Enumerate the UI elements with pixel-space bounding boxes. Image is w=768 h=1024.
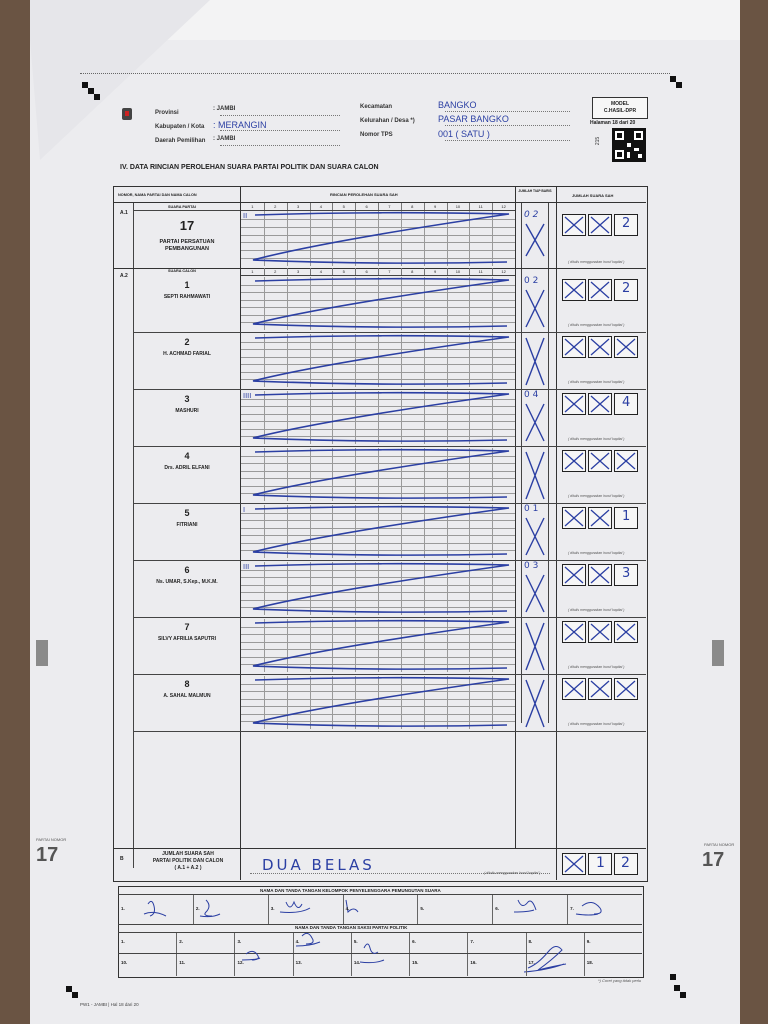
- signature-cell-sep: [584, 933, 585, 953]
- header-jumlah-baris: JUMLAH TIAP BARIS: [518, 189, 552, 193]
- side-label-left: PARTAI NOMOR: [36, 837, 67, 842]
- candidate-votes-box: [614, 450, 638, 472]
- cross-mark-icon: [589, 394, 611, 414]
- saksi-number: 14.: [353, 960, 361, 965]
- signature-cell-sep: [234, 933, 235, 953]
- total-digit2: 2: [621, 855, 630, 871]
- column-number: 10: [455, 204, 461, 209]
- kecamatan-value: BANGKO: [438, 100, 477, 110]
- signature-cell-sep: [567, 895, 568, 924]
- candidate-1-strokes: [241, 277, 515, 330]
- column-number: 7: [388, 269, 391, 274]
- row-line: [134, 446, 646, 447]
- column-number: 1: [251, 269, 254, 274]
- cross-mark-icon: [563, 337, 585, 357]
- column-number-sep: [310, 203, 311, 210]
- total-words: DUA BELAS: [262, 856, 375, 874]
- candidate-votes-box: [562, 564, 586, 586]
- signature-cell-sep: [293, 933, 294, 953]
- party-tally: II: [243, 212, 248, 220]
- candidate-number: 6: [184, 565, 190, 575]
- signature-cell-sep: [467, 954, 468, 976]
- saksi-number: 15.: [412, 960, 419, 965]
- column-number: 5: [342, 269, 345, 274]
- saksi-title: NAMA DAN TANDA TANGAN SAKSI PARTAI POLITIK: [295, 925, 408, 930]
- total-box-digit: [614, 853, 638, 875]
- candidate-row-cross: [522, 677, 548, 729]
- registration-marker: [676, 82, 682, 88]
- column-number: 8: [411, 204, 414, 209]
- candidate-name: A. SAHAL MALMUN: [163, 693, 211, 699]
- column-number-sep: [264, 203, 265, 210]
- column-number-sep: [401, 203, 402, 210]
- cross-mark-icon: [589, 565, 611, 585]
- candidate-3-tally: IIII: [243, 392, 252, 400]
- signature-cell-sep: [268, 895, 269, 924]
- candidate-votes-box: [588, 393, 612, 415]
- candidate-4-strokes: [241, 448, 515, 501]
- total-box-digit: [588, 853, 612, 875]
- footnote: *) Coret yang tidak perlu: [598, 978, 642, 983]
- kpps-number: 4.: [345, 906, 350, 911]
- column-number: 12: [501, 204, 506, 209]
- candidate-votes-box: [614, 393, 638, 415]
- header-rincian: RINCIAN PEROLEHAN SUARA SAH: [330, 192, 398, 197]
- column-number-sep: [310, 268, 311, 275]
- halaman-label: Halaman 18 dari 20: [590, 120, 636, 126]
- column-number: 4: [319, 269, 323, 274]
- cross-mark-icon: [615, 679, 637, 699]
- column-number: 8: [411, 269, 414, 274]
- qr-code-icon: [612, 128, 646, 162]
- provinsi-label: Provinsi: [155, 110, 179, 116]
- row-line: [134, 617, 646, 618]
- signature-cell-sep: [409, 954, 410, 976]
- saksi-number: 11.: [179, 960, 186, 965]
- column-number-sep: [492, 268, 493, 275]
- saksi-number: 7.: [470, 939, 475, 944]
- col-line: [556, 186, 557, 880]
- candidate-note: ( ditulis menggunakan huruf kapital ): [568, 608, 625, 612]
- section-title: IV. DATA RINCIAN PEROLEHAN SUARA PARTAI POLITIK DAN SUARA CALON: [120, 164, 379, 171]
- candidate-7-strokes: [241, 619, 515, 672]
- candidate-votes-box: [614, 621, 638, 643]
- saksi-number: 17.: [528, 960, 535, 965]
- signature-cell-sep: [351, 933, 352, 953]
- candidate-votes-box: [562, 678, 586, 700]
- column-number-sep: [469, 203, 470, 210]
- cross-mark-icon: [563, 394, 585, 414]
- candidate-number: 7: [184, 622, 190, 632]
- signature-cell-sep: [343, 895, 344, 924]
- kpps-number: 5.: [420, 906, 425, 911]
- party-votes-box: [588, 214, 612, 236]
- cross-mark-icon: [589, 215, 611, 235]
- column-number-sep: [424, 268, 425, 275]
- candidate-note: ( ditulis menggunakan huruf kapital ): [568, 323, 625, 327]
- candidate-row-cross: [522, 335, 548, 387]
- saksi-number: 4.: [295, 939, 300, 944]
- total-digit1: 1: [596, 855, 605, 871]
- candidate-name: SEPTI RAHMAWATI: [163, 294, 211, 300]
- column-number-sep: [332, 268, 333, 275]
- saksi-number: 5.: [353, 939, 358, 944]
- candidate-2-strokes: [241, 334, 515, 387]
- kpps-number: 7.: [570, 906, 574, 911]
- candidate-votes-box: [562, 450, 586, 472]
- column-number: 11: [478, 269, 483, 274]
- signature-cell-sep: [176, 933, 177, 953]
- row-line: [134, 731, 646, 732]
- candidate-name: Drs. ADRIL ELFANI: [164, 465, 210, 471]
- tps-value: 001 ( SATU ): [438, 129, 490, 139]
- candidate-note: ( ditulis menggunakan huruf kapital ): [568, 380, 625, 384]
- candidate-votes-box: [588, 621, 612, 643]
- party-votes-box: [562, 214, 586, 236]
- kecamatan-label: Kecamatan: [360, 104, 393, 110]
- saksi-number: 8.: [528, 939, 533, 944]
- cross-mark-icon: [589, 451, 611, 471]
- candidate-6-strokes: [241, 562, 515, 615]
- side-label-right: PARTAI NOMOR: [704, 842, 735, 847]
- provinsi-value: : JAMBI: [213, 106, 236, 112]
- column-number-sep: [469, 268, 470, 275]
- signature-cell-sep: [467, 933, 468, 953]
- candidate-name: H. ACHMAD FARIAL: [163, 351, 211, 357]
- candidate-number: 5: [184, 508, 190, 518]
- column-number: 9: [433, 204, 437, 209]
- cross-mark-icon: [563, 565, 585, 585]
- column-number: 11: [478, 204, 483, 209]
- cross-mark-icon: [563, 451, 585, 471]
- registration-marker: [94, 94, 100, 100]
- row-line: [113, 848, 646, 849]
- candidate-votes-box: [588, 564, 612, 586]
- party-row-total: 0 2: [524, 210, 539, 220]
- party-name-line1: PARTAI PERSATUAN: [159, 239, 215, 245]
- party-note: ( ditulis menggunakan huruf kapital ): [568, 260, 625, 264]
- saksi-number: 3.: [237, 939, 242, 944]
- registration-marker: [670, 974, 676, 980]
- candidate-votes-box: [614, 678, 638, 700]
- candidate-note: ( ditulis menggunakan huruf kapital ): [568, 437, 625, 441]
- cross-mark-icon: [589, 337, 611, 357]
- saksi-number: 2.: [179, 939, 183, 944]
- column-number: 2: [274, 269, 277, 274]
- candidate-votes-digit: 1: [622, 509, 631, 524]
- cross-mark-icon: [615, 337, 637, 357]
- cross-mark-icon: [589, 508, 611, 528]
- candidate-votes-box: [588, 450, 612, 472]
- column-number-sep: [264, 268, 265, 275]
- column-number-sep: [378, 268, 379, 275]
- candidate-votes-box: [562, 279, 586, 301]
- registration-marker: [674, 985, 680, 991]
- column-number-sep: [447, 203, 448, 210]
- candidate-row-cross: [522, 449, 548, 501]
- column-number: 12: [501, 269, 506, 274]
- dapil-label: Daerah Pemilihan: [155, 138, 206, 144]
- candidate-number: 3: [184, 394, 190, 404]
- kelurahan-label: Kelurahan / Desa *): [360, 118, 415, 124]
- candidate-votes-digit: 3: [622, 566, 631, 581]
- total-label-line1: JUMLAH SUARA SAH: [162, 851, 214, 857]
- party-votes-digit: 2: [622, 216, 631, 231]
- cross-mark-icon: [589, 679, 611, 699]
- signature-cell-sep: [584, 954, 585, 976]
- kpu-logo-icon: [120, 106, 134, 122]
- candidate-5-strokes: [241, 505, 515, 558]
- candidate-votes-box: [614, 336, 638, 358]
- suara-partai-label: SUARA PARTAI: [168, 205, 196, 209]
- candidate-note: ( ditulis menggunakan huruf kapital ): [568, 665, 625, 669]
- party-row-cross: [522, 220, 548, 260]
- candidate-6-tally: III: [243, 563, 250, 571]
- candidate-note: ( ditulis menggunakan huruf kapital ): [568, 551, 625, 555]
- dotted-line: [445, 125, 570, 126]
- candidate-votes-box: [588, 678, 612, 700]
- column-number-sep: [424, 203, 425, 210]
- signature-cell-sep: [526, 954, 527, 976]
- party-number: 17: [179, 218, 195, 233]
- column-number: 6: [365, 269, 368, 274]
- candidate-row-total: 0 3: [524, 561, 539, 571]
- kelurahan-value: PASAR BANGKO: [438, 114, 509, 124]
- column-number-sep: [401, 268, 402, 275]
- tps-label: Nomor TPS: [360, 132, 393, 138]
- cross-mark-icon: [563, 215, 585, 235]
- footer-left: PW1 - JAMBI | Hal 18 dari 20: [80, 1002, 139, 1007]
- row-line: [134, 560, 646, 561]
- party-strokes: [241, 211, 515, 266]
- model-box: [592, 97, 648, 119]
- side-code: 215: [595, 136, 602, 146]
- candidate-votes-box: [614, 564, 638, 586]
- party-name-line2: PEMBANGUNAN: [165, 246, 209, 252]
- candidate-votes-digit: 4: [622, 395, 631, 410]
- header-nomor: NOMOR, NAMA PARTAI DAN NAMA CALON: [118, 193, 197, 197]
- kpps-number: 2.: [195, 906, 200, 911]
- total-box-crossed: [562, 853, 586, 875]
- row-line: [118, 894, 642, 895]
- registration-marker: [680, 992, 686, 998]
- column-number: 5: [342, 204, 345, 209]
- column-number-sep: [332, 203, 333, 210]
- cross-mark-icon: [563, 622, 585, 642]
- saksi-number: 9.: [586, 939, 591, 944]
- candidate-row-total: 0 1: [524, 504, 539, 514]
- column-number-sep: [355, 268, 356, 275]
- col-line: [133, 203, 134, 868]
- registration-marker: [72, 992, 78, 998]
- column-number: 3: [296, 204, 300, 209]
- row-line: [134, 389, 646, 390]
- signature-cell-sep: [409, 933, 410, 953]
- dapil-value: : JAMBI: [213, 136, 236, 142]
- saksi-number: 13.: [295, 960, 302, 965]
- candidate-votes-box: [562, 621, 586, 643]
- candidate-votes-box: [614, 507, 638, 529]
- kpps-number: 1.: [121, 906, 125, 911]
- candidate-number: 1: [184, 280, 190, 290]
- candidate-row-cross: [522, 620, 548, 672]
- column-number-sep: [355, 203, 356, 210]
- dotted-line: [220, 115, 340, 116]
- side-tab-left: [36, 640, 48, 666]
- column-number: 2: [274, 204, 277, 209]
- saksi-number: 6.: [412, 939, 416, 944]
- column-number: 7: [388, 204, 391, 209]
- column-number-sep: [287, 268, 288, 275]
- candidate-row-cross: [522, 572, 548, 614]
- candidate-number: 4: [184, 451, 190, 461]
- total-note: ( ditulis menggunakan huruf kapital ): [484, 871, 541, 875]
- folded-corner: [30, 0, 210, 160]
- party-code: A.1: [120, 210, 128, 216]
- candidate-row-total: 0 2: [524, 276, 539, 286]
- candidate-name: FITRIANI: [176, 522, 198, 528]
- column-number: 10: [455, 269, 461, 274]
- candidate-votes-box: [614, 279, 638, 301]
- signature-cell-sep: [193, 895, 194, 924]
- candidates-code: A.2: [120, 273, 128, 279]
- kabupaten-value: : MERANGIN: [213, 120, 267, 130]
- candidate-note: ( ditulis menggunakan huruf kapital ): [568, 722, 625, 726]
- total-label-line2: PARTAI POLITIK DAN CALON: [152, 858, 224, 864]
- column-number-sep: [378, 203, 379, 210]
- column-number: 3: [296, 269, 300, 274]
- column-number: 1: [251, 204, 254, 209]
- candidate-name: Ns. UMAR, S.Kep., M.K.M.: [156, 579, 218, 585]
- candidate-votes-box: [562, 393, 586, 415]
- cross-mark-icon: [589, 622, 611, 642]
- dotted-line: [220, 130, 340, 131]
- signature-cell-sep: [176, 954, 177, 976]
- column-number-sep: [287, 203, 288, 210]
- candidate-votes-box: [562, 507, 586, 529]
- side-tab-right: [712, 640, 724, 666]
- saksi-number: 16.: [470, 960, 477, 965]
- kabupaten-label: Kabupaten / Kota: [155, 124, 205, 130]
- dotted-line: [445, 111, 570, 112]
- suara-calon-label: SUARA CALON: [168, 269, 196, 273]
- candidate-note: ( ditulis menggunakan huruf kapital ): [568, 494, 625, 498]
- signature-cell-sep: [417, 895, 418, 924]
- candidate-votes-box: [588, 336, 612, 358]
- candidate-name: MASHURI: [175, 408, 199, 414]
- saksi-number: 18.: [586, 960, 594, 965]
- candidate-number: 8: [184, 679, 190, 689]
- candidate-votes-box: [588, 279, 612, 301]
- candidate-row-cross: [522, 401, 548, 443]
- candidate-3-strokes: [241, 391, 515, 444]
- signature-cell-sep: [293, 954, 294, 976]
- cross-mark-icon: [615, 451, 637, 471]
- row-line: [134, 674, 646, 675]
- kpps-number: 3.: [270, 906, 275, 911]
- candidate-5-tally: I: [243, 506, 246, 514]
- row-line: [134, 210, 240, 211]
- col-line: [548, 203, 549, 723]
- cross-mark-icon: [615, 622, 637, 642]
- saksi-number: 12.: [237, 960, 244, 965]
- dotted-line: [220, 145, 340, 146]
- cross-mark-icon: [563, 280, 585, 300]
- total-code: B: [120, 856, 124, 862]
- candidate-8-strokes: [241, 676, 515, 729]
- kpps-title: NAMA DAN TANDA TANGAN KELOMPOK PENYELENGGARA PEMUNGUTAN SUARA: [260, 888, 441, 893]
- candidate-votes-box: [562, 336, 586, 358]
- candidate-row-cross: [522, 515, 548, 557]
- column-number-sep: [492, 203, 493, 210]
- col-line: [515, 186, 516, 849]
- candidate-votes-digit: 2: [622, 281, 631, 296]
- row-line: [134, 503, 646, 504]
- cross-mark-icon: [589, 280, 611, 300]
- kpps-number: 6.: [495, 906, 500, 911]
- signature-cell-sep: [526, 933, 527, 953]
- column-number: 6: [365, 204, 368, 209]
- column-number-sep: [447, 268, 448, 275]
- side-number-right: 17: [702, 849, 725, 871]
- candidate-number: 2: [184, 337, 190, 347]
- row-line: [134, 332, 646, 333]
- candidate-votes-box: [588, 507, 612, 529]
- perforation-line: [80, 73, 670, 74]
- model-line1: MODEL: [610, 101, 630, 107]
- signature-cell-sep: [492, 895, 493, 924]
- signature-cell-sep: [234, 954, 235, 976]
- header-jumlah-suara: JUMLAH SUARA SAH: [572, 193, 614, 198]
- dotted-line: [445, 140, 570, 141]
- total-label-line3: ( A.1 + A.2 ): [174, 865, 202, 871]
- candidate-row-cross: [522, 287, 548, 329]
- candidate-row-total: 0 4: [524, 390, 539, 400]
- candidate-name: SILVY AFRILIA SAPUTRI: [157, 636, 217, 642]
- saksi-number: 10.: [121, 960, 128, 965]
- cross-mark-icon: [563, 508, 585, 528]
- party-votes-box: [614, 214, 638, 236]
- signature-cell-sep: [351, 954, 352, 976]
- side-number-left: 17: [36, 844, 59, 866]
- cross-mark-icon: [563, 679, 585, 699]
- column-number: 9: [433, 269, 437, 274]
- model-line2: C.HASIL-DPR: [603, 108, 637, 114]
- column-number: 4: [319, 204, 323, 209]
- saksi-number: 1.: [121, 939, 125, 944]
